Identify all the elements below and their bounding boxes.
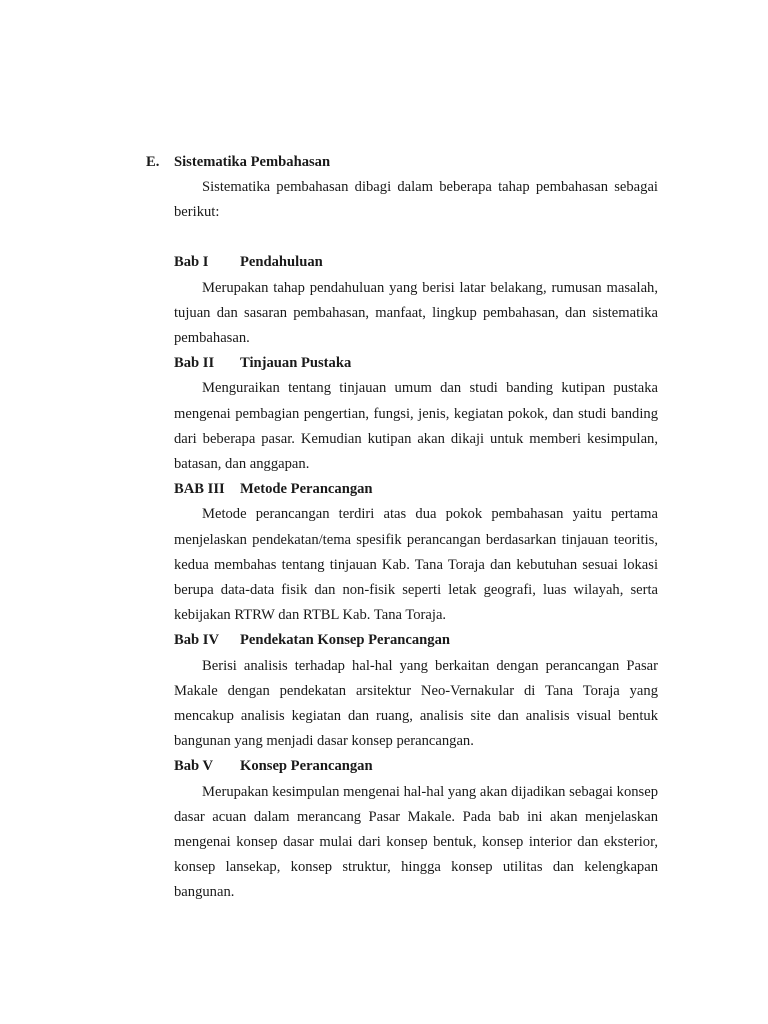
chapter-title: Metode Perancangan — [240, 481, 373, 498]
chapter-description: Menguraikan tentang tinjauan umum dan studi banding kutipan pustaka mengenai pembagian pengertian, fungsi, jenis, kegiatan pokok, dan studi banding dari beberapa pasar. Kemudian kutipan akan dikaji untuk memberi kesimpulan, batasan, dan anggapan. — [174, 380, 658, 473]
chapter-number: Bab V — [174, 758, 214, 775]
chapter-description: Merupakan kesimpulan mengenai hal-hal yang akan dijadikan sebagai konsep dasar acuan dalam merancang Pasar Makale. Pada bab ini akan menjelaskan mengenai konsep dasar mulai dari konsep bentuk, konsep interior dan eksterior, konsep lansekap, konsep struktur, hingga konsep utilitas dan kelengkapan bangunan. — [174, 783, 658, 901]
chapter-title: Konsep Perancangan — [240, 758, 373, 775]
chapter-description: Berisi analisis terhadap hal-hal yang berkaitan dengan perancangan Pasar Makale dengan pendekatan arsitektur Neo-Vernakular di Tana Toraja yang mencakup analisis kegiatan dan ruang, analisis site dan analisis visual bentuk bangunan yang menjadi dasar konsep perancangan. — [174, 657, 658, 750]
intro-paragraph: Sistematika pembahasan dibagi dalam beberapa tahap pembahasan sebagai berikut: — [174, 179, 658, 221]
chapter-bab-1 — [174, 250, 658, 351]
chapter-number: Bab I — [174, 254, 209, 271]
chapter-bab-5 — [174, 754, 658, 905]
chapter-bab-3 — [174, 477, 658, 628]
section-letter: E. — [146, 154, 160, 170]
chapter-heading — [174, 351, 658, 376]
chapter-number: BAB III — [174, 481, 225, 498]
chapter-number: Bab IV — [174, 632, 220, 649]
chapter-title: Pendekatan Konsep Perancangan — [240, 632, 451, 649]
chapter-title: Tinjauan Pustaka — [240, 355, 352, 372]
document-body — [174, 175, 658, 906]
chapter-heading — [174, 628, 658, 653]
chapter-description: Merupakan tahap pendahuluan yang berisi latar belakang, rumusan masalah, tujuan dan sasaran pembahasan, manfaat, lingkup pembahasan, dan sistematika pembahasan. — [174, 279, 658, 347]
section-title: Sistematika Pembahasan — [174, 154, 331, 170]
chapter-bab-2 — [174, 351, 658, 477]
chapter-bab-4 — [174, 628, 658, 754]
chapter-heading — [174, 754, 658, 779]
chapter-description: Metode perancangan terdiri atas dua pokok pembahasan yaitu pertama menjelaskan pendekatan/tema spesifik perancangan berdasarkan tinjauan teoritis, kedua membahas tentang tinjauan Kab. Tana Toraja dan kebutuhan sesuai lokasi berupa data-data fisik dan non-fisik seperti letak geografi, luas wilayah, serta kebijakan RTRW dan RTBL Kab. Tana Toraja. — [174, 506, 658, 624]
chapter-heading — [174, 250, 658, 275]
chapter-number: Bab II — [174, 355, 215, 372]
chapter-heading — [174, 477, 658, 502]
section-heading — [146, 150, 330, 175]
chapter-title: Pendahuluan — [240, 254, 323, 271]
